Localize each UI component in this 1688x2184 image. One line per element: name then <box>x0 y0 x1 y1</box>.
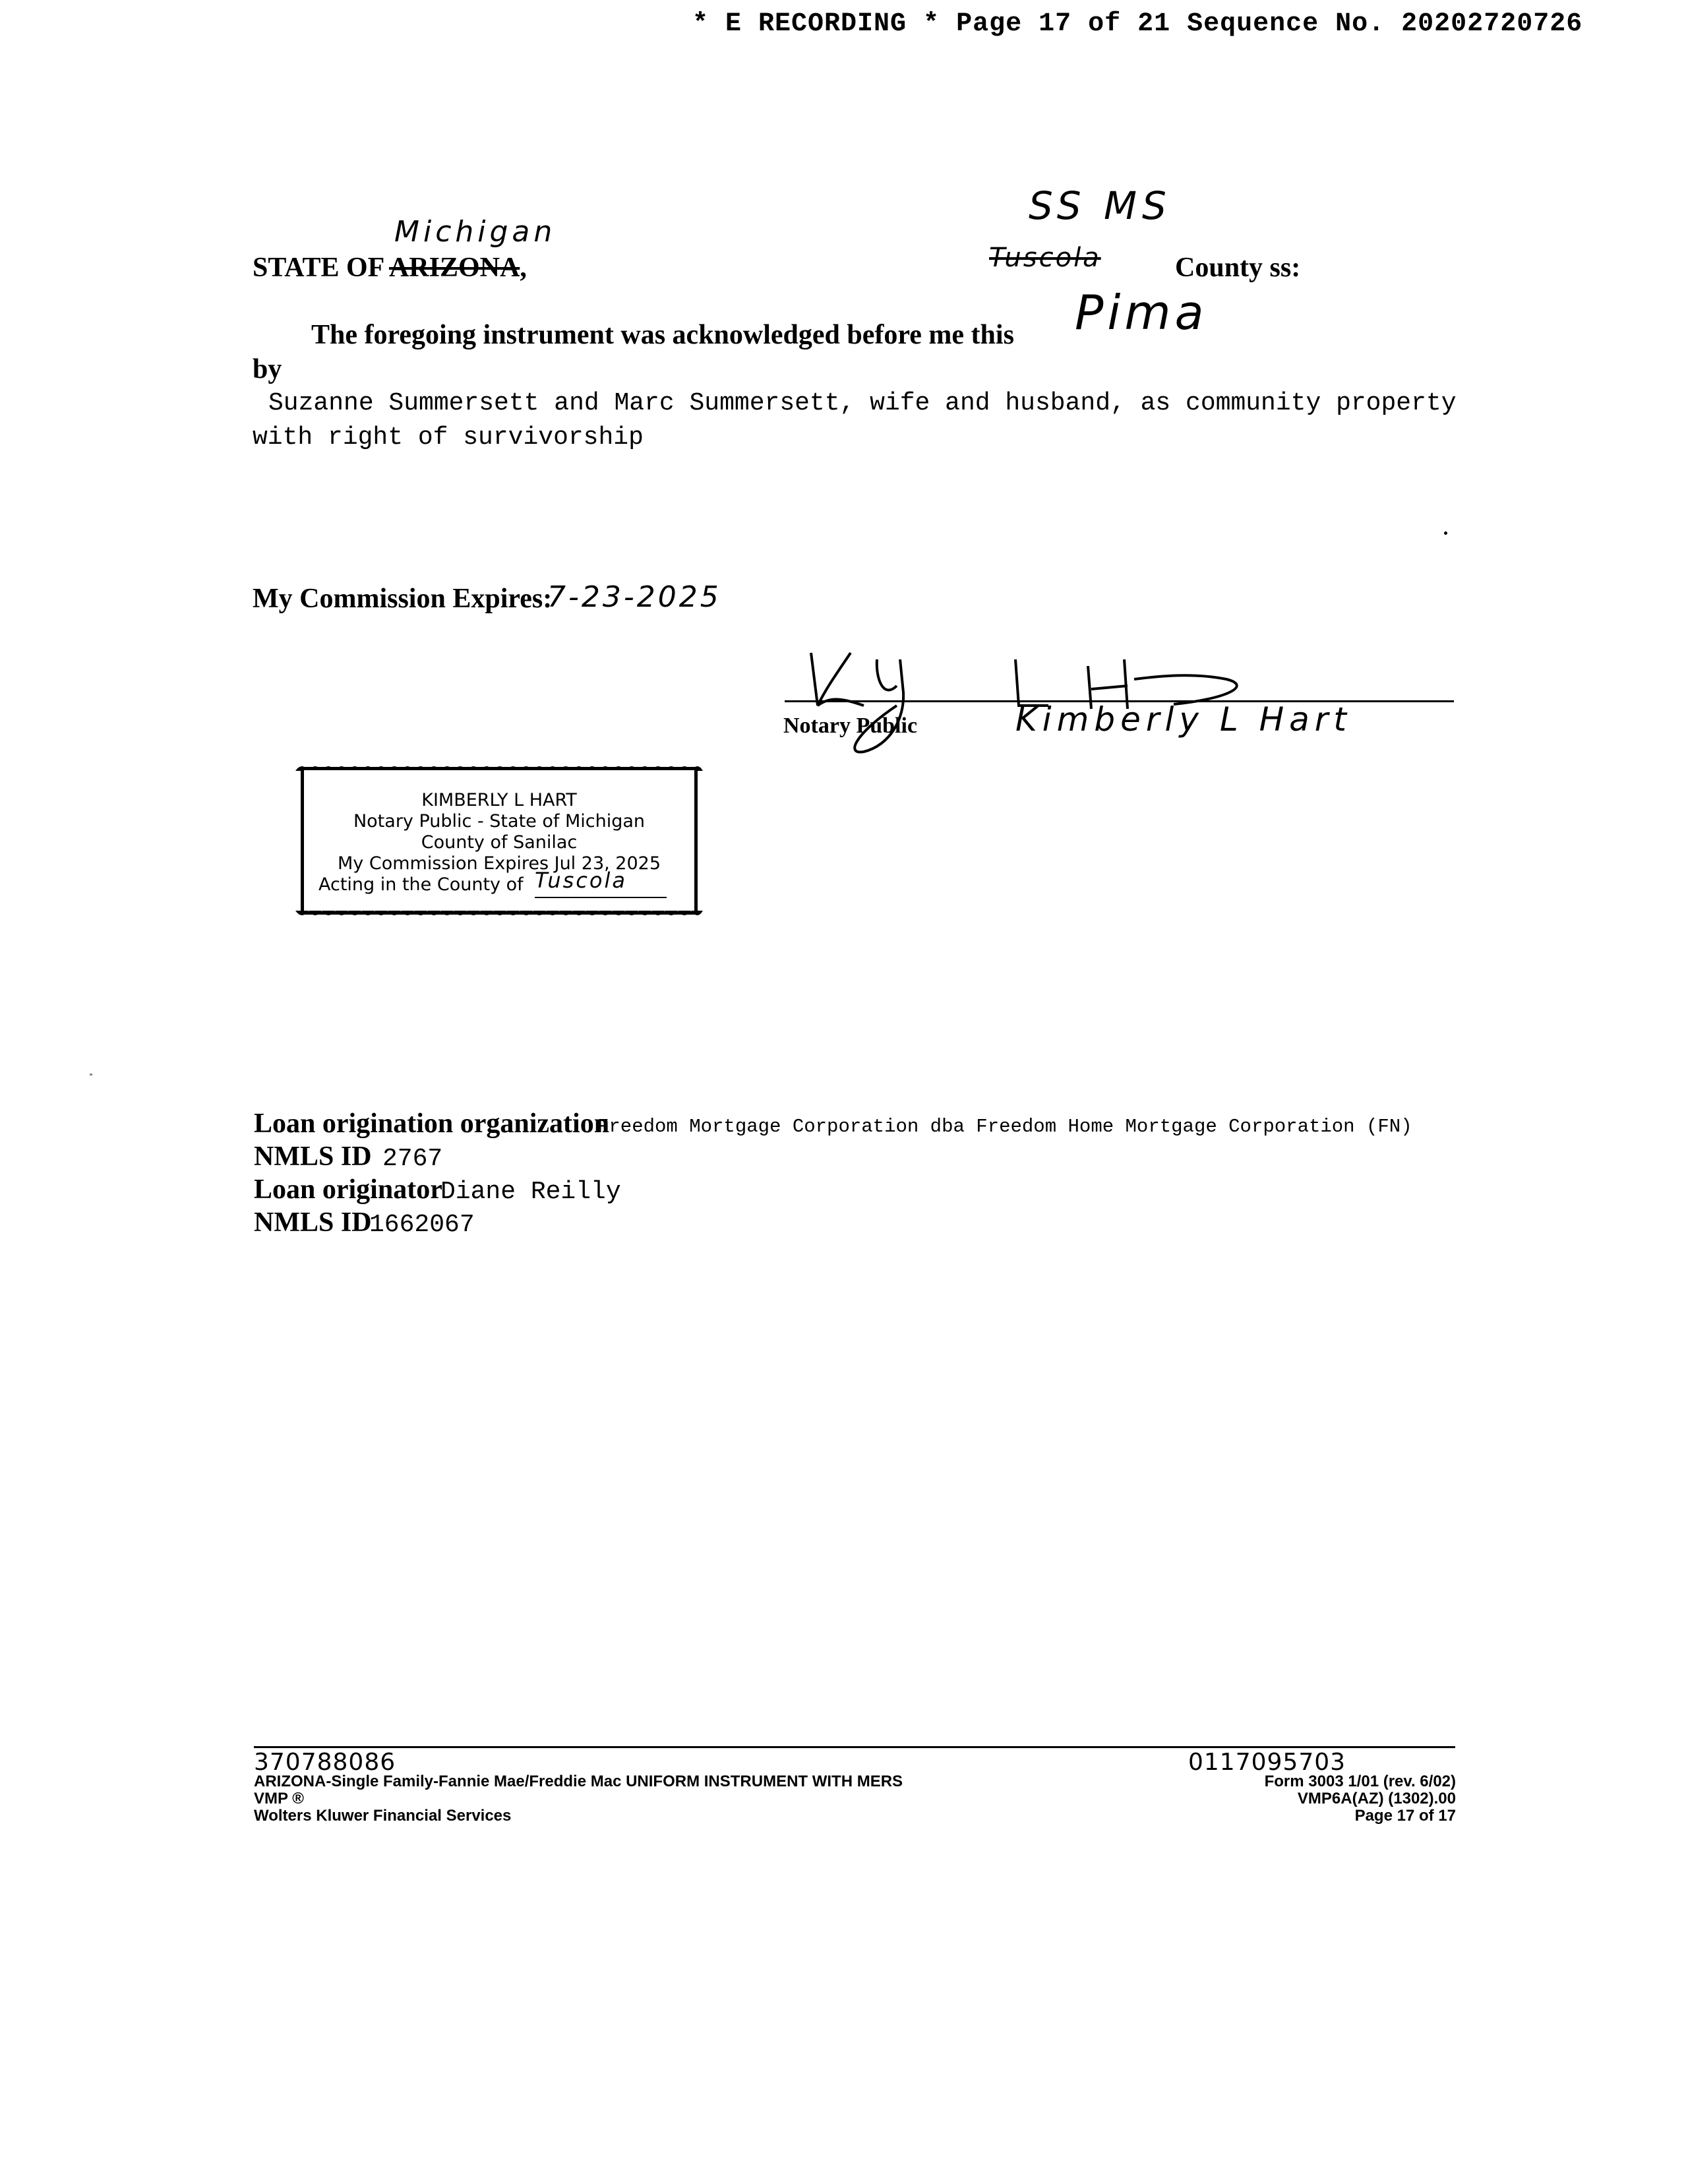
scan-mark <box>90 1074 92 1076</box>
state-label <box>253 252 527 284</box>
org-nmls-label: NMLS ID <box>254 1141 372 1172</box>
stamp-county: County of Sanilac <box>421 832 578 853</box>
loan-origination-org-label: Loan origination organization <box>254 1108 610 1139</box>
notary-stamp <box>295 762 703 920</box>
recording-header: * E RECORDING * Page 17 of 21 Sequence No. 20202720726 <box>692 9 1583 39</box>
org-nmls-value: 2767 <box>382 1145 443 1173</box>
stamp-acting-line <box>535 897 667 898</box>
footer-rule <box>254 1746 1455 1748</box>
footer-form-number: Form 3003 1/01 (rev. 6/02) <box>1264 1773 1456 1790</box>
acknowledgment-text: The foregoing instrument was acknowledged before me this <box>311 320 1014 350</box>
notary-signature <box>765 633 1464 765</box>
stamp-box <box>301 767 698 915</box>
stray-dot <box>1444 531 1447 535</box>
county-label: County ss: <box>1175 253 1301 283</box>
footer-vmp-code: VMP6A(AZ) (1302).00 <box>1297 1790 1456 1807</box>
county-struck-handwritten: Tuscola <box>989 243 1101 273</box>
state-struck-value: ARIZONA <box>388 253 520 283</box>
footer-loan-number: 370788086 <box>254 1749 396 1776</box>
footer-instrument-title: ARIZONA-Single Family-Fannie Mae/Freddie Mac UNIFORM INSTRUMENT WITH MERS <box>254 1773 903 1790</box>
notary-public-label: Notary Public <box>783 713 918 738</box>
stamp-expiration: My Commission Expires Jul 23, 2025 <box>337 853 661 874</box>
by-label: by <box>253 354 282 384</box>
footer-page-number: Page 17 of 17 <box>1354 1807 1456 1825</box>
originator-nmls-value: 1662067 <box>369 1211 475 1239</box>
footer-reference-number: 0117095703 <box>1188 1749 1346 1776</box>
commission-expires-label: My Commission Expires: <box>253 584 553 614</box>
stamp-acting-label: Acting in the County of <box>318 874 524 895</box>
stamp-notary-name: KIMBERLY L HART <box>421 790 577 810</box>
loan-originator-value: Diane Reilly <box>440 1178 621 1206</box>
loan-origination-org-value: Freedom Mortgage Corporation dba Freedom Home Mortgage Corporation (FN) <box>597 1116 1412 1138</box>
state-prefix: STATE OF <box>253 253 389 283</box>
stamp-scallop-bottom <box>295 911 703 920</box>
state-suffix: , <box>520 253 527 283</box>
county-handwritten: Pima <box>1075 285 1208 340</box>
county-initials-handwritten: SS MS <box>1029 183 1172 228</box>
loan-originator-label: Loan originator <box>254 1174 442 1205</box>
originator-nmls-label: NMLS ID <box>254 1207 372 1238</box>
footer-vmp: VMP ® <box>254 1790 304 1807</box>
stamp-acting-handwritten: Tuscola <box>535 868 627 893</box>
state-handwritten: Michigan <box>394 215 557 249</box>
parties-text: Suzanne Summersett and Marc Summersett, wife and husband, as community property with right of survivorship <box>253 389 1457 452</box>
stamp-notary-title: Notary Public - State of Michigan <box>353 811 646 832</box>
commission-expires-handwritten: 7-23-2025 <box>547 580 721 614</box>
printed-name-handwritten: Kimberly L Hart <box>1015 700 1352 739</box>
footer-publisher: Wolters Kluwer Financial Services <box>254 1807 512 1825</box>
